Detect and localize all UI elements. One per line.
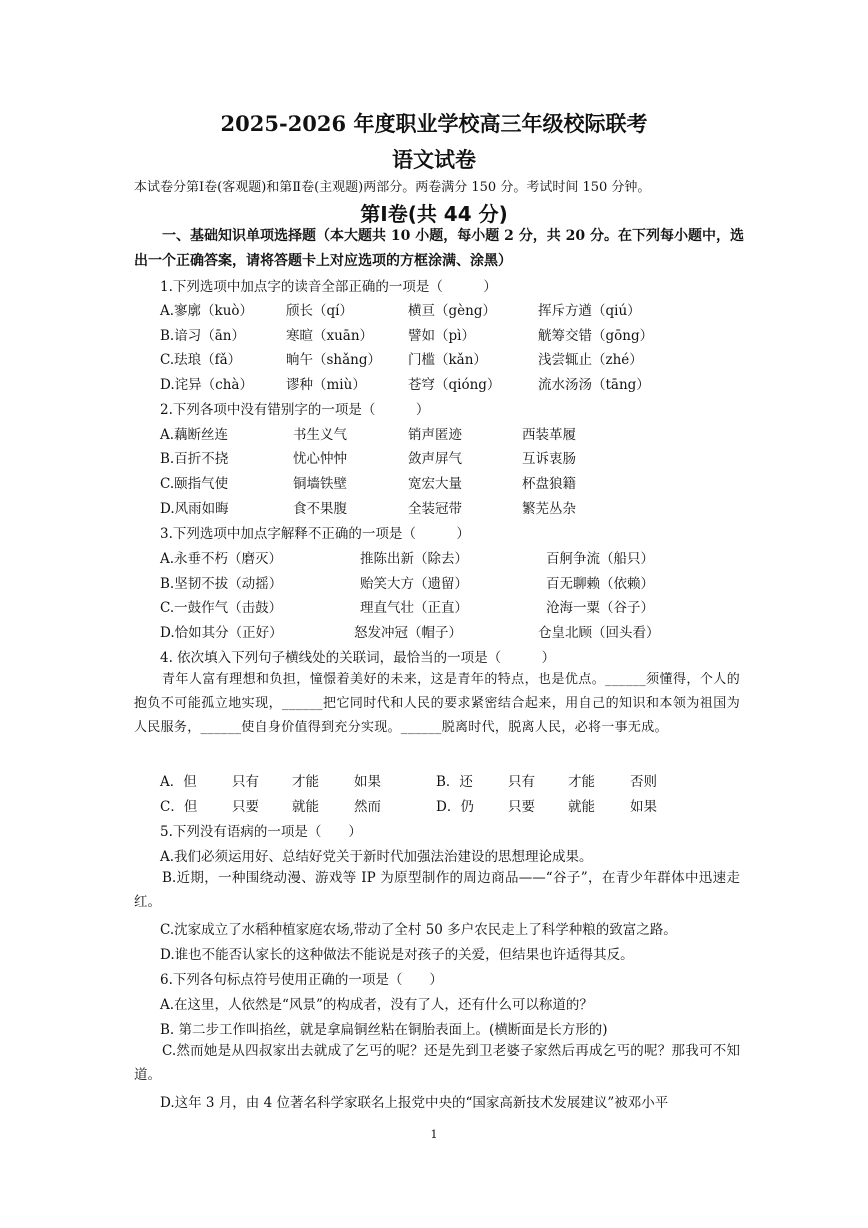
option-cell: 销声匿迹 (408, 427, 462, 443)
option-cell: C.颐指气使 (160, 476, 229, 492)
option-cell: 书生义气 (293, 427, 347, 443)
option-cell: 就能 (292, 799, 319, 815)
part-title: 第Ⅰ卷(共 44 分) (360, 202, 508, 226)
question-3-stem: 3.下列选项中加点字解释不正确的一项是（ ） (160, 526, 470, 542)
option-cell: D.诧异（chà） (160, 377, 253, 393)
option-cell: 仓皇北顾（回头看） (538, 625, 660, 641)
question-6-option-a: A.在这里，人依然是“风景”的构成者，没有了人，还有什么可以称道的？ (160, 997, 593, 1013)
question-6-stem: 6.下列各句标点符号使用正确的一项是（ ） (160, 972, 443, 988)
option-cell: B.谙习（ān） (160, 328, 245, 344)
option-cell: 沧海一粟（谷子） (546, 600, 654, 616)
exam-title: 2025-2026 年度职业学校高三年级校际联考 (220, 111, 648, 136)
option-cell: 门槛（kǎn） (408, 352, 487, 368)
option-cell: C．但 (160, 799, 198, 815)
option-cell: 否则 (630, 774, 657, 790)
option-cell: 谬种（miù） (286, 377, 366, 393)
option-cell: B.坚韧不拔（动摇） (160, 576, 283, 592)
option-cell: 然而 (354, 799, 381, 815)
option-cell: 才能 (292, 774, 319, 790)
option-cell: D.恰如其分（正好） (160, 625, 283, 641)
option-cell: 寒暄（xuān） (286, 328, 374, 344)
exam-intro: 本试卷分第Ⅰ卷(客观题)和第Ⅱ卷(主观题)两部分。两卷满分 150 分。考试时间 150 分钟。 (134, 180, 651, 195)
option-cell: A.藕断丝连 (160, 427, 229, 443)
option-cell: 全装冠带 (408, 501, 462, 517)
question-1-stem: 1.下列选项中加点字的读音全部正确的一项是（ ） (160, 279, 497, 295)
option-cell: 互诉衷肠 (522, 451, 576, 467)
option-cell: 如果 (630, 799, 657, 815)
option-cell: C.珐琅（fǎ） (160, 352, 242, 368)
page-number: 1 (430, 1128, 438, 1141)
option-cell: 晌午（shǎng） (286, 352, 382, 368)
option-cell: 才能 (568, 774, 595, 790)
question-2-stem: 2.下列各项中没有错别字的一项是（ ） (160, 402, 430, 418)
exam-subject-title: 语文试卷 (392, 147, 476, 172)
option-cell: 苍穹（qióng） (408, 377, 501, 393)
option-cell: 杯盘狼籍 (522, 476, 576, 492)
option-cell: 就能 (568, 799, 595, 815)
option-cell: B.百折不挠 (160, 451, 229, 467)
option-cell: 只有 (232, 774, 259, 790)
option-cell: 忧心忡忡 (293, 451, 347, 467)
question-6-option-d: D.这年 3 月，由 4 位著名科学家联名上报党中央的“国家高新技术发展建议”被邓小平 (160, 1095, 669, 1111)
question-6-option-b: B. 第二步工作叫掐丝，就是拿扁铜丝粘在铜胎表面上。(横断面是长方形的) (160, 1022, 608, 1038)
option-cell: D.风雨如晦 (160, 501, 229, 517)
option-cell: 只要 (508, 799, 535, 815)
question-5-stem: 5.下列没有语病的一项是（ ） (160, 824, 362, 840)
option-cell: 流水汤汤（tāng） (538, 377, 650, 393)
option-cell: 只有 (508, 774, 535, 790)
question-5-option-a: A.我们必须运用好、总结好党关于新时代加强法治建设的思想理论成果。 (160, 849, 593, 865)
option-cell: C.一鼓作气（击鼓） (160, 600, 283, 616)
option-cell: 西装革履 (522, 427, 576, 443)
option-cell: 只要 (232, 799, 259, 815)
option-cell: 颀长（qí） (286, 303, 353, 319)
option-cell: 食不果腹 (293, 501, 347, 517)
option-cell: 百舸争流（船只） (546, 551, 654, 567)
option-cell: 挥斥方遒（qiú） (538, 303, 641, 319)
option-cell: 百无聊赖（依赖） (546, 576, 654, 592)
option-cell: 推陈出新（除去） (360, 551, 468, 567)
option-cell: 贻笑大方（遗留） (360, 576, 468, 592)
option-cell: A．但 (160, 774, 197, 790)
option-cell: 如果 (354, 774, 381, 790)
question-4-passage: 青年人富有理想和负担，憧憬着美好的未来，这是青年的特点，也是优点。______须懂得，个人的抱负不可能孤立地实现，______把它同时代和人民的要求紧密结合起来，用自己的知识和本领为祖国为人民服务，______使自身价值得到充分实现。______脱离时代，脱离人民，必将一事无成。 (134, 672, 740, 735)
question-6-option-c: C.然而她是从四叔家出去就成了乞丐的呢？还是先到卫老婆子家然后再成乞丐的呢？那我可不知道。 (134, 1043, 740, 1083)
section-instruction: 一、基础知识单项选择题（本大题共 10 小题，每小题 2 分，共 20 分。在下列每小题中，选出一个正确答案，请将答题卡上对应选项的方框涂满、涂黑） (134, 228, 744, 269)
option-cell: A.永垂不朽（磨灭） (160, 551, 283, 567)
question-4-stem: 4. 依次填入下列句子横线处的关联词，最恰当的一项是（ ） (160, 650, 556, 666)
option-cell: 宽宏大量 (408, 476, 462, 492)
option-cell: 敛声屏气 (408, 451, 462, 467)
option-cell: 譬如（pì） (408, 328, 475, 344)
option-cell: B．还 (436, 774, 473, 790)
question-5-option-b: B.近期，一种围绕动漫、游戏等 IP 为原型制作的周边商品——“谷子”，在青少年群体中迅速走红。 (134, 870, 740, 910)
question-5-option-c: C.沈家成立了水稻种植家庭农场,带动了全村 50 多户农民走上了科学种粮的致富之路。 (160, 922, 677, 938)
option-cell: D．仍 (436, 799, 474, 815)
option-cell: 理直气壮（正直） (360, 600, 468, 616)
option-cell: 觥筹交错（gōng） (538, 328, 654, 344)
question-5-option-d: D.谁也不能否认家长的这种做法不能说是对孩子的关爱，但结果也许适得其反。 (160, 947, 634, 963)
option-cell: 浅尝辄止（zhé） (538, 352, 643, 368)
option-cell: 怒发冲冠（帽子） (354, 625, 462, 641)
option-cell: A.寥廓（kuò） (160, 303, 254, 319)
option-cell: 横亘（gèng） (408, 303, 496, 319)
option-cell: 繁芜丛杂 (522, 501, 576, 517)
option-cell: 铜墙铁壁 (293, 476, 347, 492)
